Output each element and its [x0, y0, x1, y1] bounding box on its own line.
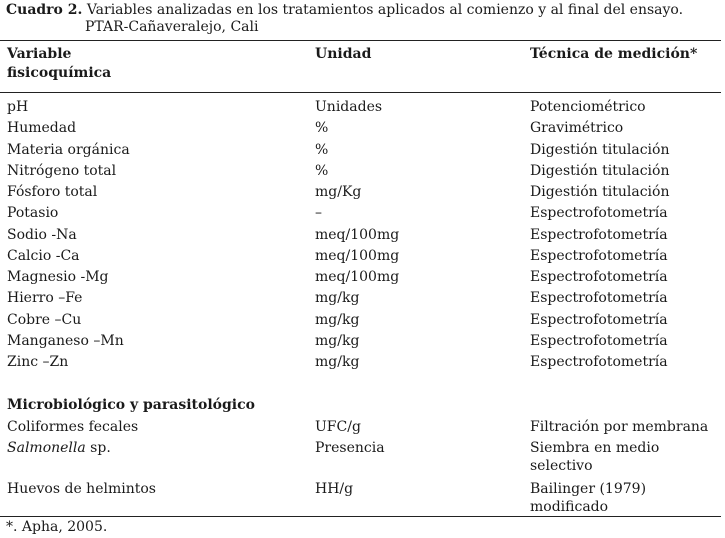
- row-unidad: HH/g: [315, 481, 354, 497]
- row-tecnica: Siembra en medio selectivo: [530, 440, 660, 474]
- table-caption: [6, 2, 721, 36]
- row-variable: Magnesio -Mg: [7, 269, 109, 285]
- row-unidad: UFC/g: [315, 419, 361, 435]
- row-tecnica: Digestión titulación: [530, 184, 670, 200]
- row-unidad: meq/100mg: [315, 227, 400, 243]
- footnote: *. Apha, 2005.: [6, 519, 108, 535]
- header-variable-line1: Variable: [7, 46, 72, 62]
- row-variable: Materia orgánica: [7, 142, 130, 158]
- row-variable: Cobre –Cu: [7, 312, 82, 328]
- caption-label: Cuadro 2.: [6, 2, 83, 18]
- row-variable: pH: [7, 99, 29, 115]
- row-variable: Humedad: [7, 120, 77, 136]
- row-variable: Huevos de helmintos: [7, 481, 156, 497]
- row-tecnica: Bailinger (1979) modificado: [530, 481, 647, 515]
- row-variable: Potasio: [7, 205, 59, 221]
- row-tecnica: Espectrofotometría: [530, 333, 668, 349]
- row-tecnica: Espectrofotometría: [530, 312, 668, 328]
- row-tecnica: Filtración por membrana: [530, 419, 709, 435]
- row-unidad: mg/kg: [315, 354, 360, 370]
- row-tecnica: Espectrofotometría: [530, 290, 668, 306]
- row-tecnica: Potenciométrico: [530, 99, 646, 115]
- row-unidad: meq/100mg: [315, 269, 400, 285]
- row-unidad: %: [315, 120, 329, 136]
- bottom-rule: [0, 516, 721, 517]
- row-variable: Calcio -Ca: [7, 248, 80, 264]
- row-unidad: Presencia: [315, 440, 385, 456]
- row-variable: [7, 439, 111, 457]
- row-unidad: %: [315, 163, 329, 179]
- row-unidad: meq/100mg: [315, 248, 400, 264]
- header-variable-line2: fisicoquímica: [7, 65, 112, 81]
- species-suffix: sp.: [85, 440, 111, 456]
- row-unidad: –: [315, 205, 322, 221]
- row-variable: Zinc –Zn: [7, 354, 69, 370]
- row-unidad: mg/kg: [315, 312, 360, 328]
- row-tecnica: Espectrofotometría: [530, 248, 668, 264]
- row-unidad: mg/Kg: [315, 184, 362, 200]
- row-variable: Sodio -Na: [7, 227, 77, 243]
- row-tecnica: Espectrofotometría: [530, 269, 668, 285]
- row-variable: Hierro –Fe: [7, 290, 83, 306]
- row-variable: Fósforo total: [7, 184, 98, 200]
- section-title: Microbiológico y parasitológico: [7, 397, 255, 413]
- row-tecnica: Digestión titulación: [530, 142, 670, 158]
- row-variable: Manganeso –Mn: [7, 333, 124, 349]
- caption-line1: Variables analizadas en los tratamientos aplicados al comienzo y al final del ensayo.: [86, 2, 684, 18]
- row-unidad: Unidades: [315, 99, 383, 115]
- row-tecnica: Digestión titulación: [530, 163, 670, 179]
- row-unidad: mg/kg: [315, 290, 360, 306]
- species-name: Salmonella: [7, 440, 86, 456]
- row-tecnica: Espectrofotometría: [530, 205, 668, 221]
- header-unidad: Unidad: [315, 46, 372, 62]
- row-tecnica: Espectrofotometría: [530, 354, 668, 370]
- row-unidad: mg/kg: [315, 333, 360, 349]
- top-rule: [0, 40, 721, 41]
- row-unidad: %: [315, 142, 329, 158]
- header-tecnica: Técnica de medición*: [530, 46, 698, 62]
- row-variable: Coliformes fecales: [7, 419, 139, 435]
- row-tecnica: Espectrofotometría: [530, 227, 668, 243]
- header-rule: [0, 92, 721, 93]
- row-variable: Nitrógeno total: [7, 163, 117, 179]
- row-tecnica: Gravimétrico: [530, 120, 624, 136]
- caption-line2: PTAR-Cañaveralejo, Cali: [85, 19, 259, 35]
